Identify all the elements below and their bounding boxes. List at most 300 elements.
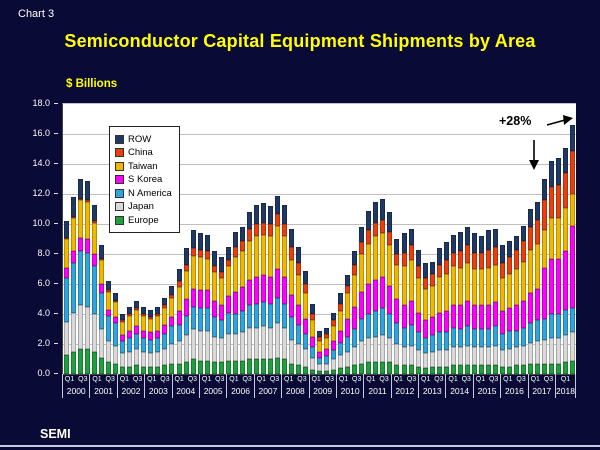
bar-segment-japan	[240, 332, 245, 361]
bar-segment-europe	[380, 362, 385, 374]
bar-segment-s-korea	[177, 311, 182, 325]
bar-segment-n-america	[268, 304, 273, 328]
bar-segment-n-america	[120, 341, 125, 353]
bar-segment-n-america	[352, 329, 357, 347]
bar-segment-taiwan	[198, 257, 203, 290]
bar-segment-china	[345, 286, 350, 294]
bar-segment-s-korea	[240, 287, 245, 311]
bar-segment-taiwan	[570, 194, 575, 226]
bar-segment-taiwan	[345, 293, 350, 319]
bar-2007Q4	[281, 104, 288, 374]
bar-segment-japan	[268, 328, 273, 360]
bar-segment-taiwan	[437, 277, 442, 313]
x-quarter-tick-label: Q1	[311, 376, 321, 383]
bar-segment-n-america	[430, 335, 435, 352]
bar-segment-china	[198, 250, 203, 258]
bar-segment-europe	[549, 364, 554, 375]
y-tick-label: 8.0	[37, 248, 50, 258]
bar-2012Q3	[415, 104, 422, 374]
bar-segment-row	[444, 242, 449, 260]
legend-label: China	[128, 147, 153, 158]
bar-segment-taiwan	[184, 271, 189, 300]
bar-segment-europe	[78, 349, 83, 375]
bar-segment-row	[296, 247, 301, 264]
bar-segment-europe	[402, 365, 407, 374]
bar-segment-china	[458, 251, 463, 268]
bar-segment-n-america	[437, 332, 442, 350]
y-tick-label: 0.0	[37, 368, 50, 378]
bar-segment-taiwan	[134, 310, 139, 327]
bar-segment-china	[338, 304, 343, 312]
bar-segment-n-america	[92, 266, 97, 314]
bar-segment-taiwan	[254, 236, 259, 277]
x-quarter-tick-label: Q3	[488, 376, 499, 383]
bar-segment-n-america	[303, 334, 308, 349]
legend-item-row	[115, 134, 172, 145]
bar-segment-s-korea	[493, 302, 498, 326]
x-quarter-tick-label: Q1	[92, 376, 102, 383]
legend-item-china	[115, 147, 172, 158]
bar-segment-n-america	[465, 326, 470, 346]
bar-segment-s-korea	[373, 280, 378, 312]
bar-segment-row	[310, 304, 315, 315]
bar-2009Q4	[337, 104, 344, 374]
bar-segment-s-korea	[479, 305, 484, 329]
bar-segment-s-korea	[507, 308, 512, 331]
bar-2006Q4	[253, 104, 260, 374]
bar-segment-n-america	[359, 319, 364, 342]
bar-segment-taiwan	[549, 218, 554, 259]
bar-segment-taiwan	[169, 298, 174, 318]
bar-segment-europe	[437, 367, 442, 375]
bar-segment-china	[542, 200, 547, 230]
bar-segment-europe	[310, 370, 315, 375]
page-title: Semiconductor Capital Equipment Shipments by Area	[64, 31, 536, 51]
bar-segment-taiwan	[402, 266, 407, 305]
bar-segment-n-america	[64, 278, 69, 322]
y-tick-label: 14.0	[32, 158, 50, 168]
bar-segment-europe	[106, 362, 111, 374]
bar-2005Q2	[211, 104, 218, 374]
bar-segment-taiwan	[556, 218, 561, 259]
x-year-group-2018	[555, 374, 576, 398]
bar-segment-europe	[528, 364, 533, 375]
bar-segment-japan	[289, 340, 294, 364]
bar-segment-s-korea	[556, 259, 561, 315]
bar-segment-china	[366, 230, 371, 244]
bar-segment-taiwan	[212, 272, 217, 301]
bar-segment-taiwan	[92, 223, 97, 255]
bar-segment-europe	[345, 367, 350, 375]
bar-segment-taiwan	[275, 226, 280, 270]
bar-segment-n-america	[275, 298, 280, 324]
x-year-group-2013	[418, 374, 445, 398]
bar-segment-n-america	[514, 331, 519, 348]
bar-segment-europe	[177, 364, 182, 375]
bar-segment-china	[394, 254, 399, 265]
x-year-group-2006	[226, 374, 253, 398]
bar-segment-row	[247, 212, 252, 229]
bar-segment-s-korea	[233, 292, 238, 315]
bar-segment-europe	[233, 361, 238, 375]
bar-segment-europe	[366, 362, 371, 374]
bar-segment-europe	[148, 367, 153, 375]
bar-2015Q4	[506, 104, 513, 374]
bar-segment-s-korea	[99, 284, 104, 293]
bar-segment-s-korea	[528, 293, 533, 323]
bar-segment-row	[127, 307, 132, 315]
bar-segment-japan	[366, 338, 371, 362]
bar-segment-europe	[535, 364, 540, 375]
x-year-label: 2009	[313, 386, 333, 396]
bar-segment-n-america	[409, 325, 414, 346]
bar-segment-row	[261, 203, 266, 223]
bar-segment-n-america	[338, 343, 343, 355]
x-quarter-tick-label: Q3	[379, 376, 389, 383]
bar-segment-row	[282, 205, 287, 225]
bar-segment-taiwan	[352, 275, 357, 307]
bar-segment-europe	[409, 365, 414, 374]
bar-segment-japan	[493, 346, 498, 366]
bar-segment-row	[162, 298, 167, 306]
x-quarter-tick-label: Q3	[352, 376, 362, 383]
legend-item-europe	[115, 215, 172, 226]
bar-segment-n-america	[289, 317, 294, 340]
bar-segment-n-america	[141, 338, 146, 352]
bar-segment-japan	[352, 347, 357, 365]
bar-segment-taiwan	[205, 259, 210, 291]
bar-segment-taiwan	[162, 308, 167, 325]
x-year-group-2004	[172, 374, 199, 398]
bar-segment-japan	[458, 347, 463, 365]
bar-segment-japan	[542, 340, 547, 364]
bar-segment-row	[542, 179, 547, 200]
bar-segment-taiwan	[444, 274, 449, 312]
bar-segment-s-korea	[521, 301, 526, 328]
bar-segment-row	[141, 307, 146, 315]
bar-segment-s-korea	[303, 319, 308, 334]
bar-segment-taiwan	[191, 256, 196, 289]
bar-segment-s-korea	[198, 290, 203, 308]
bar-segment-japan	[177, 341, 182, 364]
bar-segment-s-korea	[500, 311, 505, 334]
bar-segment-europe	[500, 367, 505, 375]
x-year-group-2009	[309, 374, 336, 398]
bar-segment-taiwan	[268, 236, 273, 277]
bar-segment-row	[514, 236, 519, 250]
bar-segment-s-korea	[78, 238, 83, 252]
y-tick-label: 18.0	[32, 98, 50, 108]
bar-segment-s-korea	[486, 305, 491, 329]
bar-segment-europe	[226, 361, 231, 375]
bar-segment-s-korea	[451, 305, 456, 328]
bar-segment-n-america	[155, 338, 160, 352]
bar-segment-china	[556, 185, 561, 218]
bar-segment-row	[451, 235, 456, 253]
bar-segment-china	[563, 173, 568, 208]
bar-segment-n-america	[169, 326, 174, 344]
bar-segment-taiwan	[563, 208, 568, 252]
legend	[109, 126, 180, 233]
bar-segment-europe	[113, 364, 118, 375]
bar-segment-taiwan	[120, 322, 125, 336]
bar-segment-taiwan	[219, 278, 224, 305]
bar-2011Q4	[393, 104, 400, 374]
bar-segment-japan	[387, 338, 392, 362]
bar-segment-s-korea	[184, 299, 189, 316]
bar-segment-europe	[416, 367, 421, 375]
y-tick-mark	[54, 163, 58, 164]
bar-segment-row	[71, 197, 76, 217]
y-axis	[0, 98, 58, 378]
bar-segment-row	[486, 230, 491, 250]
legend-label: Japan	[128, 201, 154, 212]
bar-segment-taiwan	[310, 320, 315, 337]
x-year-group-2005	[199, 374, 226, 398]
bar-2010Q2	[351, 104, 358, 374]
bar-segment-japan	[120, 353, 125, 367]
bar-segment-japan	[423, 353, 428, 368]
x-quarter-tick-label: Q1	[229, 376, 239, 383]
bar-segment-europe	[219, 362, 224, 374]
bar-segment-row	[352, 251, 357, 265]
bar-segment-n-america	[247, 305, 252, 328]
legend-label: Europe	[128, 214, 159, 226]
bar-segment-s-korea	[247, 280, 252, 306]
bar-segment-china	[387, 232, 392, 246]
bar-segment-s-korea	[310, 337, 315, 348]
x-quarter-tick-label: Q1	[530, 376, 540, 383]
bar-segment-n-america	[394, 323, 399, 344]
bar-segment-china	[380, 220, 385, 234]
bar-segment-s-korea	[85, 239, 90, 253]
x-quarter-tick-label: Q3	[242, 376, 252, 383]
bar-segment-row	[240, 227, 245, 241]
legend-label: N America	[128, 187, 172, 199]
bar-segment-n-america	[373, 311, 378, 337]
bar-2008Q2	[295, 104, 302, 374]
bar-segment-china	[423, 278, 428, 289]
x-quarter-tick-label: Q1	[64, 376, 75, 383]
bar-segment-japan	[233, 334, 238, 361]
bar-segment-europe	[521, 365, 526, 374]
bar-segment-s-korea	[437, 313, 442, 333]
bar-segment-europe	[64, 355, 69, 375]
bar-segment-europe	[99, 358, 104, 375]
x-quarter-tick-label: Q3	[543, 376, 554, 383]
bar-segment-taiwan	[106, 292, 111, 310]
bar-segment-japan	[528, 343, 533, 364]
bar-segment-n-america	[240, 311, 245, 332]
bar-segment-row	[331, 313, 336, 321]
bar-segment-europe	[331, 370, 336, 375]
bar-2013Q1	[429, 104, 436, 374]
bar-segment-s-korea	[394, 299, 399, 323]
bar-segment-s-korea	[352, 307, 357, 330]
bar-segment-japan	[444, 350, 449, 367]
bar-segment-japan	[85, 307, 90, 349]
bar-segment-japan	[162, 349, 167, 366]
bar-segment-china	[472, 253, 477, 270]
bar-segment-n-america	[296, 325, 301, 345]
bar-segment-china	[549, 187, 554, 219]
bar-segment-row	[226, 247, 231, 261]
bar-segment-japan	[486, 347, 491, 365]
bar-segment-china	[261, 223, 266, 235]
bar-segment-s-korea	[563, 251, 568, 310]
y-tick-mark	[54, 253, 58, 254]
x-year-label: 2017	[532, 386, 552, 396]
bar-segment-s-korea	[155, 331, 160, 339]
bar-segment-china	[493, 247, 498, 265]
bar-segment-n-america	[535, 320, 540, 341]
legend-swatch-icon	[115, 148, 124, 157]
bar-segment-japan	[556, 338, 561, 364]
bar-segment-row	[289, 229, 294, 247]
x-quarter-tick-label: Q3	[269, 376, 280, 383]
bar-segment-europe	[169, 364, 174, 375]
bar-segment-n-america	[78, 251, 83, 305]
bar-2018Q1	[569, 104, 576, 374]
bar-segment-japan	[141, 352, 146, 367]
x-year-group-2001	[89, 374, 116, 398]
bar-segment-s-korea	[359, 292, 364, 319]
bar-segment-japan	[64, 322, 69, 355]
bar-segment-n-america	[444, 332, 449, 350]
bar-segment-s-korea	[465, 301, 470, 327]
legend-swatch-icon	[115, 175, 124, 184]
bar-2004Q2	[183, 104, 190, 374]
x-quarter-tick-label: Q3	[78, 376, 88, 383]
bar-segment-europe	[458, 365, 463, 374]
bar-2017Q1	[541, 104, 548, 374]
bar-segment-japan	[155, 352, 160, 367]
bar-2010Q3	[358, 104, 365, 374]
bar-segment-s-korea	[402, 305, 407, 328]
bar-segment-europe	[205, 361, 210, 375]
bar-2000Q2	[70, 104, 77, 374]
bar-segment-japan	[134, 349, 139, 366]
x-year-label: 2002	[121, 386, 141, 396]
bar-segment-china	[444, 260, 449, 274]
bar-segment-n-america	[345, 337, 350, 352]
bar-segment-japan	[535, 341, 540, 364]
bar-segment-europe	[493, 365, 498, 374]
x-year-label: 2012	[395, 386, 415, 396]
bar-segment-n-america	[387, 314, 392, 338]
y-tick-label: 2.0	[37, 338, 50, 348]
bar-segment-taiwan	[261, 235, 266, 276]
y-tick-mark	[54, 373, 58, 374]
bar-segment-china	[303, 284, 308, 293]
bar-2009Q2	[323, 104, 330, 374]
bar-segment-s-korea	[148, 332, 153, 340]
bar-segment-taiwan	[380, 233, 385, 277]
bar-segment-taiwan	[528, 250, 533, 294]
bar-segment-n-america	[331, 350, 336, 359]
bar-segment-s-korea	[514, 305, 519, 331]
bar-segment-row	[254, 205, 259, 225]
bar-segment-taiwan	[423, 289, 428, 321]
bar-segment-china	[514, 250, 519, 270]
legend-swatch-icon	[115, 135, 124, 144]
bar-segment-row	[549, 161, 554, 187]
bar-segment-n-america	[366, 314, 371, 338]
bar-segment-europe	[317, 371, 322, 374]
bar-segment-japan	[437, 350, 442, 367]
bar-segment-row	[556, 158, 561, 185]
bar-segment-europe	[373, 362, 378, 374]
bar-segment-japan	[198, 331, 203, 361]
bar-segment-china	[247, 229, 252, 241]
legend-label: Taiwan	[128, 160, 158, 172]
x-year-group-2015	[473, 374, 500, 398]
bar-segment-taiwan	[85, 202, 90, 240]
y-tick-mark	[54, 103, 58, 104]
bar-segment-row	[563, 148, 568, 174]
bar-segment-europe	[261, 359, 266, 374]
bar-segment-taiwan	[458, 268, 463, 306]
bar-segment-row	[106, 281, 111, 290]
bar-segment-europe	[296, 365, 301, 374]
bar-segment-china	[373, 223, 378, 237]
bar-segment-japan	[465, 346, 470, 366]
plot-area	[62, 103, 576, 375]
bar-2012Q1	[401, 104, 408, 374]
bar-2017Q2	[548, 104, 555, 374]
bar-2014Q4	[478, 104, 485, 374]
bar-segment-japan	[373, 337, 378, 363]
bar-segment-china	[430, 274, 435, 286]
bar-segment-n-america	[528, 323, 533, 343]
x-year-label: 2001	[94, 386, 114, 396]
bar-segment-china	[275, 214, 280, 226]
bar-segment-taiwan	[303, 293, 308, 319]
bar-segment-s-korea	[64, 268, 69, 279]
bar-2014Q2	[464, 104, 471, 374]
bar-segment-europe	[479, 365, 484, 374]
bottom-rule	[0, 445, 600, 447]
bar-segment-japan	[338, 355, 343, 369]
bar-segment-s-korea	[289, 295, 294, 318]
bar-segment-taiwan	[233, 257, 238, 292]
bar-segment-row	[528, 209, 533, 227]
bar-segment-europe	[472, 365, 477, 374]
bar-2017Q3	[555, 104, 562, 374]
x-quarter-tick-label: Q3	[434, 376, 444, 383]
x-year-label: 2014	[450, 386, 470, 396]
bar-segment-japan	[303, 349, 308, 367]
bar-segment-europe	[451, 365, 456, 374]
bar-2010Q1	[344, 104, 351, 374]
bar-segment-japan	[430, 352, 435, 367]
bar-segment-n-america	[162, 334, 167, 349]
bar-segment-europe	[254, 359, 259, 374]
bar-segment-row	[345, 275, 350, 286]
bar-segment-europe	[184, 362, 189, 374]
bar-segment-europe	[352, 365, 357, 374]
x-year-label: 2007	[258, 386, 278, 396]
bar-segment-taiwan	[282, 236, 287, 277]
bar-segment-n-america	[570, 308, 575, 332]
bar-segment-s-korea	[549, 259, 554, 315]
bar-segment-n-america	[106, 316, 111, 342]
bar-segment-taiwan	[141, 316, 146, 331]
bar-segment-n-america	[500, 334, 505, 351]
bar-segment-row	[416, 250, 421, 267]
bar-2005Q1	[204, 104, 211, 374]
x-quarter-tick-label: Q3	[516, 376, 526, 383]
